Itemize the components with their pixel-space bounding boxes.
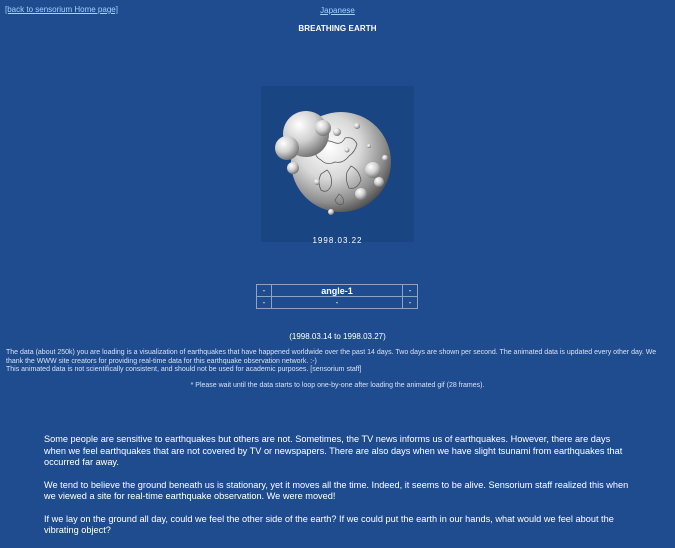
back-to-home-link[interactable]: [back to sensorium Home page] bbox=[5, 5, 118, 14]
wait-note: * Please wait until the data starts to loop one-by-one after loading the animated gif (28 frames). bbox=[190, 382, 485, 389]
disclaimer: This animated data is not scientifically consistent, and should not be used for academic purposes. [sensorium staff] bbox=[6, 366, 362, 373]
earth-globe-image bbox=[261, 86, 414, 242]
angle-table bbox=[256, 284, 418, 309]
angle-cell: - bbox=[257, 297, 272, 309]
essay-paragraph: We tend to believe the ground beneath us is stationary, yet it moves all the time. Indeed, it seems to be alive. Sensorium staff realized this when we viewed a site for real-time earthquake observation. We were moved! bbox=[44, 479, 629, 501]
japanese-link[interactable]: Japanese bbox=[320, 6, 355, 15]
table-row bbox=[257, 297, 418, 309]
essay bbox=[44, 434, 634, 548]
angle-cell: - bbox=[403, 297, 418, 309]
angle-cell: - bbox=[403, 285, 418, 297]
angle-label-cell: angle-1 bbox=[271, 285, 402, 297]
angle-cell: - bbox=[271, 297, 402, 309]
data-description: The data (about 250k) you are loading is a visualization of earthquakes that have happened worldwide over the past 14 days. Two days are shown per second. The animated data is updated every other day. We thank the WWW site creators for providing real-time data for this earthquake observation network. :-) bbox=[6, 349, 657, 365]
frame-date: 1998.03.22 bbox=[312, 236, 363, 245]
data-note bbox=[6, 349, 670, 375]
data-period: (1998.03.14 to 1998.03.27) bbox=[289, 332, 386, 341]
essay-paragraph: Some people are sensitive to earthquakes but others are not. Sometimes, the TV news informs us of earthquakes. However, there are days when we feel earthquakes that are not covered by TV or newspapers. There are also days when we have slight tsunami from earthquakes that occurred far away. bbox=[44, 434, 623, 467]
table-row bbox=[257, 285, 418, 297]
angle-cell: - bbox=[257, 285, 272, 297]
language-link-wrapper bbox=[0, 6, 675, 15]
earth-animation bbox=[261, 86, 414, 242]
page-title: BREATHING EARTH bbox=[298, 24, 377, 33]
essay-paragraph: If we lay on the ground all day, could we feel the other side of the earth? If we could put the earth in our hands, what would we feel about the vibrating object? bbox=[44, 513, 614, 535]
